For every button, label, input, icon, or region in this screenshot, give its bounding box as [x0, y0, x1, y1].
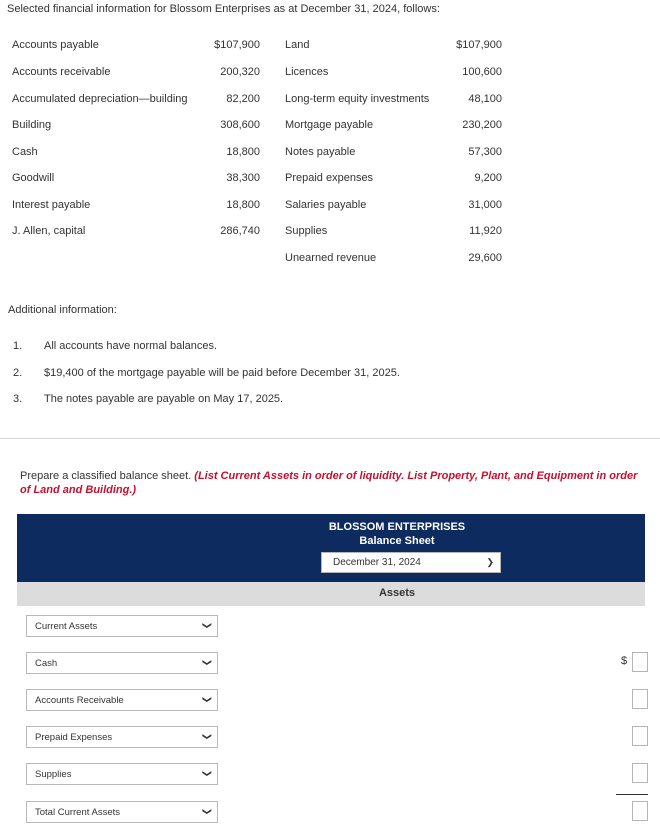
account-name: Mortgage payable — [285, 119, 374, 131]
statement-title: Balance Sheet — [359, 535, 435, 547]
account-amount: 286,740 — [220, 225, 260, 237]
account-name: Supplies — [285, 225, 328, 237]
additional-info-label: Additional information: — [8, 304, 117, 316]
chevron-down-icon: ❯ — [202, 807, 213, 816]
prompt-text: Prepare a classified balance sheet. — [20, 470, 195, 482]
account-amount: 230,200 — [462, 119, 502, 131]
account-amount: 38,300 — [226, 172, 260, 184]
account-amount: 9,200 — [474, 172, 502, 184]
account-select[interactable] — [26, 763, 218, 785]
chevron-down-icon: ❯ — [202, 769, 213, 778]
account-select-value: Accounts Receivable — [35, 695, 124, 706]
note-text: The notes payable are payable on May 17, 2025. — [44, 393, 284, 405]
section-divider — [0, 438, 660, 439]
account-name: Building — [12, 119, 52, 131]
account-amount: 29,600 — [468, 252, 502, 264]
account-select-value: Current Assets — [35, 621, 98, 632]
amount-input[interactable] — [632, 689, 648, 709]
date-select[interactable] — [321, 552, 501, 573]
account-name: Accounts receivable — [12, 66, 111, 78]
account-select[interactable] — [26, 615, 218, 637]
account-name: Land — [285, 39, 310, 51]
account-amount: 57,300 — [468, 146, 502, 158]
account-name: Cash — [12, 146, 38, 158]
account-select[interactable] — [26, 726, 218, 748]
account-name: Notes payable — [285, 146, 356, 158]
chevron-down-icon: ❯ — [486, 557, 494, 567]
account-name: Accumulated depreciation—building — [12, 93, 188, 105]
account-amount: $107,900 — [214, 39, 260, 51]
chevron-down-icon: ❯ — [202, 658, 213, 667]
account-select-value: Prepaid Expenses — [35, 732, 113, 743]
assets-section-label: Assets — [378, 587, 416, 599]
account-select[interactable] — [26, 801, 218, 823]
note-number: 1. — [13, 340, 23, 352]
prompt-instruction: (List Current Assets in order of liquidity. List Property, Plant, and Equipment in order of Land and Building.) — [20, 470, 638, 496]
account-name: Licences — [285, 66, 329, 78]
amount-input[interactable] — [632, 801, 648, 821]
note-text: All accounts have normal balances. — [44, 340, 218, 352]
chevron-down-icon: ❯ — [202, 621, 213, 630]
account-amount: 82,200 — [226, 93, 260, 105]
account-amount: 18,800 — [226, 146, 260, 158]
chevron-down-icon: ❯ — [202, 732, 213, 741]
note-number: 2. — [13, 367, 23, 379]
account-amount: 200,320 — [220, 66, 260, 78]
account-amount: 11,920 — [469, 225, 502, 237]
subtotal-underline — [616, 794, 648, 795]
account-name: Goodwill — [12, 172, 55, 184]
amount-input[interactable] — [632, 726, 648, 746]
company-name: BLOSSOM ENTERPRISES — [328, 521, 466, 533]
amount-input[interactable] — [632, 652, 648, 672]
currency-symbol: $ — [621, 655, 628, 667]
account-select-value: Cash — [35, 658, 58, 669]
account-amount: 18,800 — [226, 199, 260, 211]
account-amount: $107,900 — [456, 39, 502, 51]
note-number: 3. — [13, 393, 23, 405]
account-amount: 31,000 — [468, 199, 502, 211]
account-select[interactable] — [26, 652, 218, 674]
date-select-value: December 31, 2024 — [333, 557, 421, 568]
question-prompt — [20, 469, 640, 497]
account-select-value: Total Current Assets — [35, 807, 121, 818]
account-name: Interest payable — [12, 199, 91, 211]
account-amount: 100,600 — [462, 66, 502, 78]
assets-section-header — [17, 582, 645, 606]
chevron-down-icon: ❯ — [202, 695, 213, 704]
account-name: Unearned revenue — [285, 252, 377, 264]
account-name: Prepaid expenses — [285, 172, 374, 184]
account-name: Accounts payable — [12, 39, 99, 51]
balance-sheet-header — [17, 514, 645, 582]
account-amount: 48,100 — [468, 93, 502, 105]
note-text: $19,400 of the mortgage payable will be paid before December 31, 2025. — [44, 367, 400, 379]
amount-input[interactable] — [632, 763, 648, 783]
account-amount: 308,600 — [220, 119, 260, 131]
account-name: Salaries payable — [285, 199, 367, 211]
account-name: J. Allen, capital — [12, 225, 86, 237]
account-select-value: Supplies — [35, 769, 72, 780]
account-name: Long-term equity investments — [285, 93, 430, 105]
problem-intro: Selected financial information for Blossom Enterprises as at December 31, 2024, follows: — [7, 3, 440, 15]
account-select[interactable] — [26, 689, 218, 711]
